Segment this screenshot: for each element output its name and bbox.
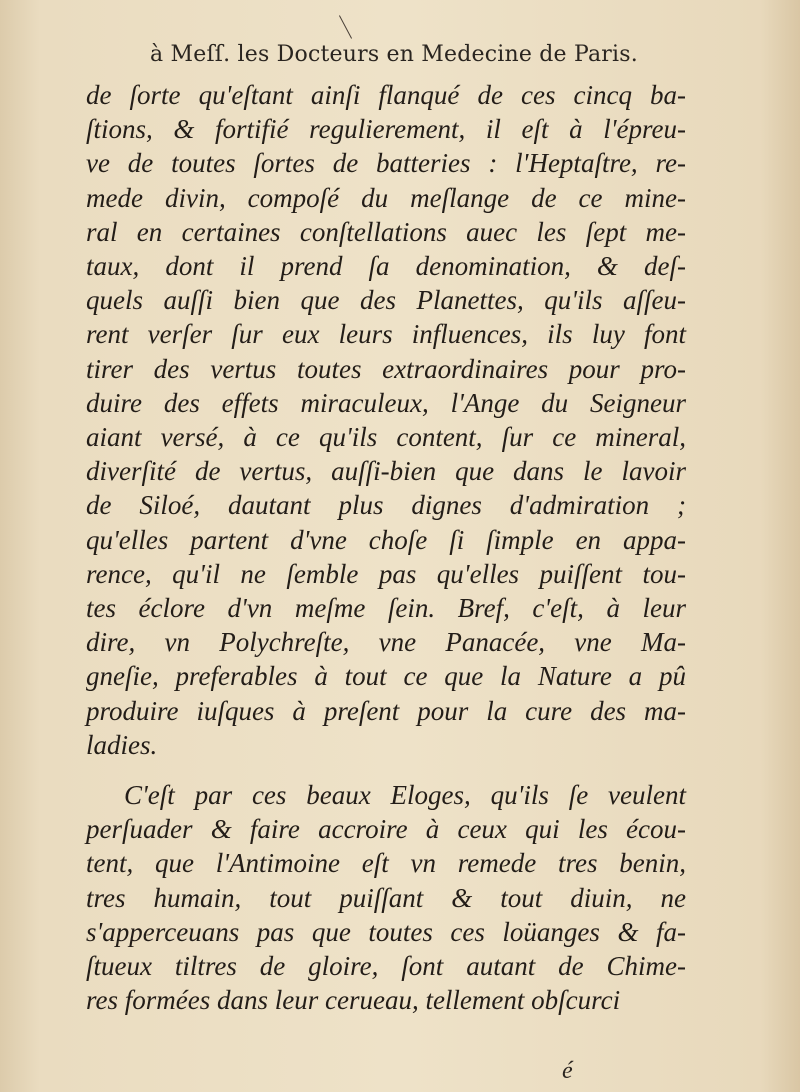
text-line: perſuader & faire accroire à ceux qui les écou- (86, 814, 686, 845)
text-line: ladies. (86, 729, 158, 760)
text-line: de Siloé, dautant plus dignes d'admiration ; (86, 490, 686, 521)
text-line: dire, vn Polychreſte, vne Panacée, vne Ma- (86, 627, 686, 658)
text-line: tirer des vertus toutes extraordinaires pour pro- (86, 353, 686, 384)
text-line: ral en certaines conſtellations auec les ſept me- (86, 216, 686, 247)
text-line: tes éclore d'vn meſme ſein. Bref, c'eſt, à leur (86, 593, 686, 624)
text-line: tent, que l'Antimoine eſt vn remede tres benin, (86, 848, 686, 879)
text-line: ſtions, & fortifié regulierement, il eſt à l'épreu- (86, 114, 686, 145)
text-line: qu'elles partent d'vne choſe ſi ſimple en appa- (86, 524, 686, 555)
text-line: tres humain, tout puiſſant & tout diuin, ne (86, 882, 686, 913)
text-line: de ſorte qu'eſtant ainſi flanqué de ces cincq ba- (86, 80, 686, 110)
body-text (86, 78, 686, 1017)
paragraph-2 (86, 778, 686, 1017)
running-header: à Meſſ. les Docteurs en Medecine de Paris. (150, 42, 638, 67)
catchword: é (562, 1058, 573, 1084)
text-line: mede divin, compoſé du meſlange de ce mine- (86, 182, 686, 213)
text-line: ve de toutes ſortes de batteries : l'Heptaſtre, re- (86, 148, 686, 179)
text-line: aiant versé, à ce qu'ils content, ſur ce mineral, (86, 422, 686, 453)
text-line: diverſité de vertus, auſſi-bien que dans le lavoir (86, 456, 686, 487)
text-line: ſtueux tiltres de gloire, ſont autant de Chime- (86, 951, 686, 982)
text-line: res formées dans leur cerueau, tellement obſcurci (86, 985, 621, 1016)
text-line: rence, qu'il ne ſemble pas qu'elles puiſſent tou- (86, 558, 686, 589)
text-line: quels auſſi bien que des Planettes, qu'ils aſſeu- (86, 285, 686, 316)
text-line: produire iuſques à preſent pour la cure des ma- (86, 695, 686, 726)
paragraph-1 (86, 78, 686, 762)
ink-mark (339, 15, 352, 38)
text-line: gneſie, preferables à tout ce que la Nature a pû (86, 661, 686, 692)
text-line: s'apperceuans pas que toutes ces loüanges & fa- (86, 916, 686, 947)
text-line: C'eſt par ces beaux Eloges, qu'ils ſe veulent (124, 780, 686, 811)
text-line: taux, dont il prend ſa denomination, & deſ- (86, 251, 686, 282)
text-line: rent verſer ſur eux leurs influences, ils luy font (86, 319, 686, 350)
text-line: duire des effets miraculeux, l'Ange du Seigneur (86, 387, 686, 418)
